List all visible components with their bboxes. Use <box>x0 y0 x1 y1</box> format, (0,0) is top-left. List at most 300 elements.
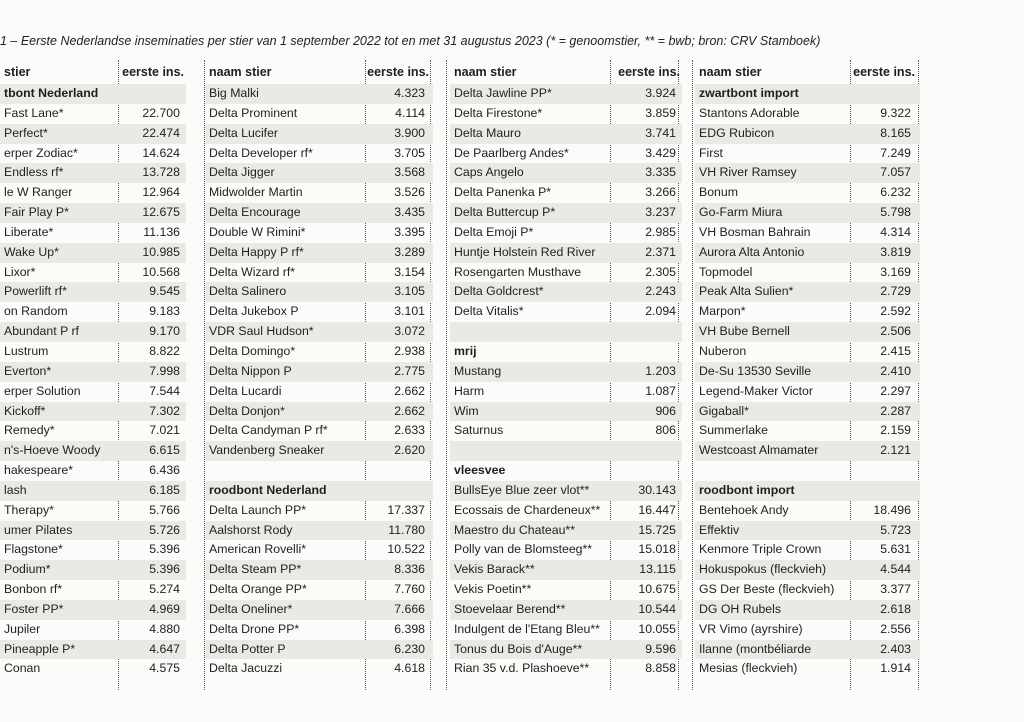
first-insemination-count: 2.094 <box>645 304 676 319</box>
header-name-label: naam stier <box>454 65 517 79</box>
table-row <box>0 600 186 620</box>
first-insemination-count: 9.170 <box>149 324 180 339</box>
first-insemination-count: 7.302 <box>149 403 180 418</box>
column-header <box>0 60 186 84</box>
bull-name: Delta Jukebox P <box>209 304 299 319</box>
bull-name: De Paarlberg Andes* <box>454 145 569 160</box>
first-insemination-count: 7.249 <box>880 145 911 160</box>
first-insemination-count: 15.018 <box>638 542 676 557</box>
first-insemination-count: 10.568 <box>142 264 180 279</box>
table-row <box>0 461 186 481</box>
first-insemination-count: 2.243 <box>645 284 676 299</box>
bull-name: hakespeare* <box>4 463 74 478</box>
first-insemination-count: 11.780 <box>388 522 425 537</box>
table-row <box>205 282 433 302</box>
table-row <box>205 362 433 382</box>
table-row <box>205 659 433 679</box>
bull-name: Topmodel <box>699 264 753 279</box>
bull-name: Bentehoek Andy <box>699 502 789 517</box>
first-insemination-count: 8.858 <box>645 661 676 676</box>
table-row <box>450 84 682 104</box>
bull-name: Aurora Alta Antonio <box>699 244 805 259</box>
bull-name: Delta Panenka P* <box>454 185 552 200</box>
first-insemination-count: 5.723 <box>880 522 911 537</box>
table-row <box>695 104 920 124</box>
bull-name: Podium* <box>4 562 51 577</box>
bull-name: Saturnus <box>454 423 504 438</box>
bull-name: Polly van de Blomsteeg** <box>454 542 593 557</box>
table-row <box>0 124 186 144</box>
bull-name: Vandenberg Sneaker <box>209 443 325 458</box>
bull-name: Indulgent de l'Etang Bleu** <box>454 621 600 636</box>
table-row <box>0 540 186 560</box>
bull-name: De-Su 13530 Seville <box>699 363 812 378</box>
table-row <box>695 620 920 640</box>
table-row <box>205 104 433 124</box>
first-insemination-count: 2.662 <box>394 403 425 418</box>
bull-name: Mustang <box>454 363 502 378</box>
table-row <box>450 362 682 382</box>
first-insemination-count: 10.055 <box>638 621 676 636</box>
first-insemination-count: 12.675 <box>142 205 180 220</box>
first-insemination-count: 8.165 <box>880 125 911 140</box>
bull-name: Endless rf* <box>4 165 64 180</box>
first-insemination-count: 806 <box>655 423 676 438</box>
bull-name: Huntje Holstein Red River <box>454 244 596 259</box>
table-row <box>0 501 186 521</box>
section-heading <box>450 342 682 362</box>
first-insemination-count: 3.395 <box>394 224 425 239</box>
first-insemination-count: 2.415 <box>880 343 911 358</box>
first-insemination-count: 4.647 <box>149 641 180 656</box>
table-row <box>695 124 920 144</box>
bull-name: Abundant P rf <box>4 324 79 339</box>
bull-name: Stantons Adorable <box>699 105 800 120</box>
table-row <box>0 282 186 302</box>
bull-name: Summerlake <box>699 423 769 438</box>
table-row <box>0 521 186 541</box>
bull-name: Foster PP* <box>4 601 64 616</box>
first-insemination-count: 13.115 <box>639 562 676 577</box>
table-row <box>450 322 682 342</box>
first-insemination-count: 22.474 <box>142 125 180 140</box>
bull-name: Bonum <box>699 185 738 200</box>
table-row <box>450 620 682 640</box>
table-row <box>0 421 186 441</box>
bull-name: Everton* <box>4 363 52 378</box>
bull-name: Vekis Barack** <box>454 562 535 577</box>
bull-name: Peak Alta Sulien* <box>699 284 794 299</box>
first-insemination-count: 906 <box>655 403 676 418</box>
first-insemination-count: 7.057 <box>880 165 911 180</box>
bull-name: Wim <box>454 403 479 418</box>
table-row <box>205 600 433 620</box>
table-row <box>0 322 186 342</box>
bull-name: Rosengarten Musthave <box>454 264 582 279</box>
table-row <box>0 580 186 600</box>
first-insemination-count: 3.072 <box>394 324 425 339</box>
first-insemination-count: 6.185 <box>149 482 180 497</box>
bull-name: Marpon* <box>699 304 746 319</box>
table-row <box>205 560 433 580</box>
first-insemination-count: 2.506 <box>880 324 911 339</box>
first-insemination-count: 2.938 <box>394 343 425 358</box>
first-insemination-count: 2.305 <box>645 264 676 279</box>
bull-name: erper Solution <box>4 383 81 398</box>
section-heading <box>0 84 186 104</box>
bull-name: Delta Happy P rf* <box>209 244 304 259</box>
first-insemination-count: 3.101 <box>394 304 425 319</box>
first-insemination-count: 2.371 <box>645 244 676 259</box>
first-insemination-count: 3.741 <box>645 125 676 140</box>
header-name-label: naam stier <box>699 65 762 79</box>
first-insemination-count: 8.822 <box>149 343 180 358</box>
bull-name: Kenmore Triple Crown <box>699 542 822 557</box>
bull-name: Delta Candyman P rf* <box>209 423 328 438</box>
table-row <box>450 441 682 461</box>
first-insemination-count: 15.725 <box>638 522 676 537</box>
bull-name: Kickoff* <box>4 403 46 418</box>
bull-name: le W Ranger <box>4 185 73 200</box>
table-row <box>0 402 186 422</box>
first-insemination-count: 2.662 <box>394 383 425 398</box>
table-row <box>695 302 920 322</box>
first-insemination-count: 2.403 <box>880 641 911 656</box>
bull-name: roodbont Nederland <box>209 482 327 497</box>
first-insemination-count: 5.726 <box>149 522 180 537</box>
first-insemination-count: 2.618 <box>880 601 911 616</box>
first-insemination-count: 3.924 <box>645 86 676 100</box>
bull-name: Double W Rimini* <box>209 224 306 239</box>
first-insemination-count: 5.396 <box>149 542 180 557</box>
table-row <box>0 659 186 679</box>
first-insemination-count: 3.377 <box>880 582 911 597</box>
table-row <box>695 362 920 382</box>
first-insemination-count: 4.323 <box>394 86 425 100</box>
bull-name: Rian 35 v.d. Plashoeve** <box>454 661 590 676</box>
first-insemination-count: 1.087 <box>645 383 676 398</box>
section-heading <box>450 461 682 481</box>
first-insemination-count: 4.114 <box>395 105 425 120</box>
section-heading <box>695 84 920 104</box>
table-row <box>205 203 433 223</box>
first-insemination-count: 9.596 <box>645 641 676 656</box>
table-row <box>695 183 920 203</box>
first-insemination-count: 2.633 <box>394 423 425 438</box>
table-caption: 1 – Eerste Nederlandse inseminaties per stier van 1 september 2022 tot en met 31 augustus 2023 (* = genoomstier, ** = bwb; bron: CRV Stamboek) <box>0 34 821 48</box>
bull-name: Therapy* <box>4 502 54 517</box>
column-header <box>695 60 920 84</box>
table-row <box>695 282 920 302</box>
table-row <box>695 402 920 422</box>
bull-name: Delta Lucardi <box>209 383 282 398</box>
first-insemination-count: 3.859 <box>645 105 676 120</box>
bull-name: n's-Hoeve Woody <box>4 443 101 458</box>
bull-name: Vekis Poetin** <box>454 582 532 597</box>
bull-name: Delta Launch PP* <box>209 502 307 517</box>
table-row <box>205 402 433 422</box>
bull-name: Gigaball* <box>699 403 749 418</box>
bull-name: Big Malki <box>209 86 259 100</box>
first-insemination-count: 22.700 <box>142 105 180 120</box>
first-insemination-count: 6.615 <box>149 443 180 458</box>
table-row <box>695 263 920 283</box>
bull-name: zwartbont import <box>699 86 799 100</box>
table-row <box>450 402 682 422</box>
bull-name: VDR Saul Hudson* <box>209 324 314 339</box>
bull-name: Delta Donjon* <box>209 403 285 418</box>
table-row <box>205 620 433 640</box>
table-column-2 <box>205 60 433 679</box>
table-row <box>205 124 433 144</box>
bull-name: Wake Up* <box>4 244 59 259</box>
table-row <box>0 382 186 402</box>
table-row <box>450 163 682 183</box>
first-insemination-count: 7.760 <box>394 582 425 597</box>
table-row <box>205 521 433 541</box>
table-row <box>0 560 186 580</box>
bull-name: Delta Encourage <box>209 205 301 220</box>
first-insemination-count: 6.436 <box>149 463 180 478</box>
bull-name: Effektiv <box>699 522 740 537</box>
table-row <box>695 659 920 679</box>
table-row <box>695 580 920 600</box>
bull-name: Ilanne (montbéliarde <box>699 641 812 656</box>
first-insemination-count: 7.021 <box>149 423 180 438</box>
first-insemination-count: 3.429 <box>645 145 676 160</box>
column-divider <box>446 60 447 690</box>
bull-name: erper Zodiac* <box>4 145 78 160</box>
bull-name: Delta Jigger <box>209 165 275 180</box>
table-row <box>205 144 433 164</box>
first-insemination-count: 11.136 <box>143 224 180 239</box>
first-insemination-count: 4.314 <box>880 224 911 239</box>
table-row <box>205 263 433 283</box>
bull-name: lash <box>4 482 27 497</box>
table-row <box>695 163 920 183</box>
section-heading <box>695 481 920 501</box>
table-row <box>0 223 186 243</box>
bull-name: Caps Angelo <box>454 165 524 180</box>
first-insemination-count: 5.396 <box>149 562 180 577</box>
table-column-1 <box>0 60 186 679</box>
table-row <box>0 362 186 382</box>
bull-name: Delta Drone PP* <box>209 621 300 636</box>
bull-name: on Random <box>4 304 68 319</box>
bull-name: Mesias (fleckvieh) <box>699 661 798 676</box>
table-row <box>205 421 433 441</box>
table-row <box>205 163 433 183</box>
header-name-label: stier <box>4 65 31 79</box>
table-row <box>205 461 433 481</box>
table-row <box>450 501 682 521</box>
table-row <box>695 441 920 461</box>
first-insemination-count: 7.998 <box>149 363 180 378</box>
first-insemination-count: 18.496 <box>873 502 911 517</box>
header-value-label: eerste ins. <box>122 65 184 79</box>
table-row <box>450 580 682 600</box>
first-insemination-count: 3.335 <box>645 165 676 180</box>
first-insemination-count: 14.624 <box>142 145 180 160</box>
first-insemination-count: 2.775 <box>394 363 425 378</box>
first-insemination-count: 10.675 <box>638 582 676 597</box>
table-row <box>205 183 433 203</box>
bull-name: Delta Oneliner* <box>209 601 293 616</box>
table-row <box>205 243 433 263</box>
table-row <box>205 640 433 660</box>
table-row <box>695 421 920 441</box>
header-value-label: eerste ins. <box>618 65 680 79</box>
first-insemination-count: 4.969 <box>149 601 180 616</box>
bull-name: EDG Rubicon <box>699 125 775 140</box>
bull-name: First <box>699 145 723 160</box>
table-row <box>450 382 682 402</box>
bull-name: Delta Jawline PP* <box>454 86 552 100</box>
bull-name: Delta Nippon P <box>209 363 292 378</box>
bull-name: Fair Play P* <box>4 205 69 220</box>
first-insemination-count: 2.410 <box>880 363 911 378</box>
bull-name: umer Pilates <box>4 522 73 537</box>
table-row <box>695 501 920 521</box>
table-row <box>450 124 682 144</box>
first-insemination-count: 2.159 <box>880 423 911 438</box>
bull-name: Westcoast Almamater <box>699 443 819 458</box>
header-value-label: eerste ins. <box>367 65 429 79</box>
first-insemination-count: 5.798 <box>880 205 911 220</box>
bull-name: Lustrum <box>4 343 49 358</box>
first-insemination-count: 2.297 <box>880 383 911 398</box>
table-row <box>0 481 186 501</box>
table-row <box>695 203 920 223</box>
bull-name: Conan <box>4 661 41 676</box>
table-row <box>0 144 186 164</box>
bull-name: Flagstone* <box>4 542 63 557</box>
bull-name: Midwolder Martin <box>209 185 303 200</box>
first-insemination-count: 3.526 <box>394 185 425 200</box>
table-row <box>695 223 920 243</box>
bull-name: Delta Lucifer <box>209 125 279 140</box>
first-insemination-count: 10.544 <box>638 601 676 616</box>
first-insemination-count: 7.666 <box>394 601 425 616</box>
table-row <box>0 243 186 263</box>
table-row <box>695 540 920 560</box>
table-row <box>695 342 920 362</box>
first-insemination-count: 17.337 <box>387 502 425 517</box>
table-row <box>450 183 682 203</box>
first-insemination-count: 2.620 <box>394 443 425 458</box>
table-row <box>205 342 433 362</box>
bull-name: Remedy* <box>4 423 55 438</box>
first-insemination-count: 2.985 <box>645 224 676 239</box>
bull-name: Nuberon <box>699 343 747 358</box>
bull-name: VR Vimo (ayrshire) <box>699 621 803 636</box>
first-insemination-count: 2.556 <box>880 621 911 636</box>
bull-name: tbont Nederland <box>4 86 99 100</box>
bull-name: Delta Wizard rf* <box>209 264 296 279</box>
bull-name: Maestro du Chateau** <box>454 522 575 537</box>
table-row <box>695 144 920 164</box>
table-row <box>695 600 920 620</box>
first-insemination-count: 3.289 <box>394 244 425 259</box>
table-row <box>205 84 433 104</box>
table-row <box>0 263 186 283</box>
table-row <box>450 640 682 660</box>
table-row <box>205 501 433 521</box>
bull-name: American Rovelli* <box>209 542 307 557</box>
bull-name: Delta Orange PP* <box>209 582 307 597</box>
table-row <box>695 243 920 263</box>
bull-name: Powerlift rf* <box>4 284 67 299</box>
bull-name: mrij <box>454 343 477 358</box>
table-row <box>695 521 920 541</box>
bull-name: Delta Vitalis* <box>454 304 524 319</box>
table-row <box>205 580 433 600</box>
column-header <box>450 60 682 84</box>
first-insemination-count: 4.544 <box>880 562 911 577</box>
bull-name: VH Bube Bernell <box>699 324 790 339</box>
bull-name: Go-Farm Miura <box>699 205 783 220</box>
first-insemination-count: 3.154 <box>394 264 425 279</box>
table-row <box>450 521 682 541</box>
table-row <box>450 421 682 441</box>
table-row <box>450 144 682 164</box>
table-row <box>0 104 186 124</box>
first-insemination-count: 2.287 <box>880 403 911 418</box>
column-divider <box>692 60 693 690</box>
first-insemination-count: 13.728 <box>142 165 180 180</box>
table-row <box>0 640 186 660</box>
bull-name: Tonus du Bois d'Auge** <box>454 641 583 656</box>
first-insemination-count: 4.618 <box>394 661 425 676</box>
first-insemination-count: 12.964 <box>142 185 180 200</box>
bull-name: BullsEye Blue zeer vlot** <box>454 482 590 497</box>
table-row <box>450 282 682 302</box>
bull-name: VH Bosman Bahrain <box>699 224 811 239</box>
bull-name: Ecossais de Chardeneux** <box>454 502 601 517</box>
table-row <box>450 203 682 223</box>
first-insemination-count: 3.105 <box>394 284 425 299</box>
table-row <box>205 322 433 342</box>
bull-name: Delta Firestone* <box>454 105 543 120</box>
column-header <box>205 60 433 84</box>
table-row <box>450 659 682 679</box>
bull-name: Fast Lane* <box>4 105 64 120</box>
first-insemination-count: 5.766 <box>149 502 180 517</box>
section-heading <box>205 481 433 501</box>
bull-name: roodbont import <box>699 482 795 497</box>
bull-name: vleesvee <box>454 463 506 478</box>
first-insemination-count: 16.447 <box>638 502 676 517</box>
bull-name: Delta Domingo* <box>209 343 296 358</box>
first-insemination-count: 7.544 <box>149 383 180 398</box>
table-column-4 <box>695 60 920 679</box>
first-insemination-count: 6.230 <box>394 641 425 656</box>
bull-name: Aalshorst Rody <box>209 522 293 537</box>
first-insemination-count: 30.143 <box>638 482 676 497</box>
first-insemination-count: 2.121 <box>880 443 911 458</box>
first-insemination-count: 9.183 <box>149 304 180 319</box>
bull-name: Delta Jacuzzi <box>209 661 283 676</box>
table-column-3 <box>450 60 682 679</box>
table-row <box>205 540 433 560</box>
table-row <box>450 243 682 263</box>
table-row <box>695 322 920 342</box>
table-row <box>695 560 920 580</box>
table-row <box>0 441 186 461</box>
table-row <box>450 104 682 124</box>
table-row <box>450 223 682 243</box>
first-insemination-count: 3.237 <box>645 205 676 220</box>
